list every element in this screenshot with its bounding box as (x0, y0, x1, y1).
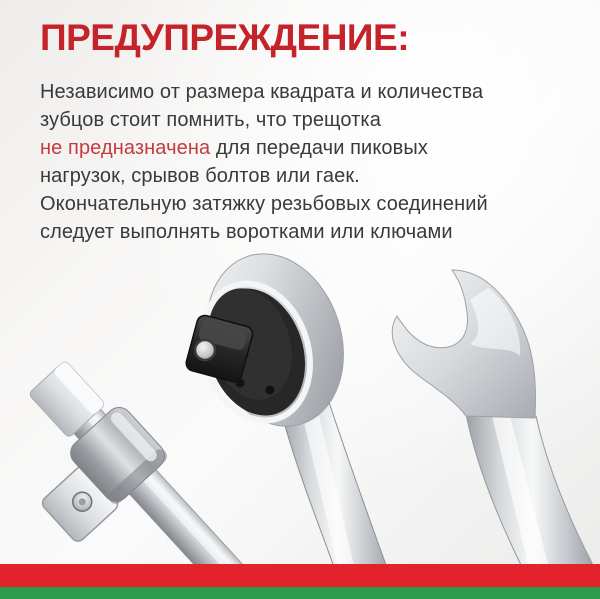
green-stripe (0, 587, 600, 599)
red-stripe (0, 564, 600, 587)
warning-line-2: зубцов стоит помнить, что трещотка (40, 109, 381, 131)
warning-line-6: следует выполнять воротками или ключами (40, 221, 453, 243)
text-block (0, 0, 600, 246)
warning-line-4: нагрузок, срывов болтов или гаек. (40, 165, 360, 187)
warning-paragraph (40, 78, 560, 246)
warning-highlight: не предназначена (40, 137, 211, 159)
warning-line-1: Независимо от размера квадрата и количества (40, 81, 484, 103)
page-title: ПРЕДУПРЕЖДЕНИЕ: (40, 17, 410, 58)
warning-line-3-rest: для передачи пиковых (210, 137, 428, 159)
wrench-image (392, 270, 600, 599)
warning-line-5: Окончательную затяжку резьбовых соединений (40, 193, 488, 215)
